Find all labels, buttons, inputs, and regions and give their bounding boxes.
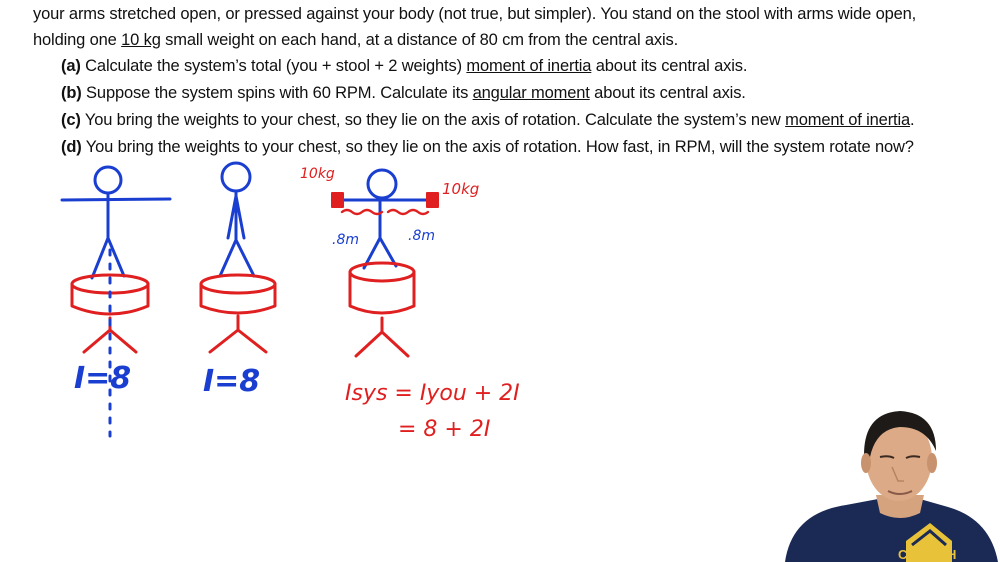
stick-figure-arms-open [62,167,170,278]
shirt-logo: CLUTCH [898,547,958,562]
weight-left [332,193,343,207]
part-a-label: (a) [61,57,81,75]
part-b-term: angular moment [472,84,590,102]
inertia-equation-1: Isys = Iyou + 2I [345,381,520,406]
problem-line-0: your arms stretched open, or pressed against your body (not true, but simpler). You stand on the stool with arms wide open, [33,5,917,23]
dist-left-label: .8m [332,232,359,248]
stick-figure-with-weights [338,170,436,268]
mass-right-label: 10kg [442,180,480,198]
line1-after: small weight on each hand, at a distance of 80 cm from the central axis. [160,31,679,49]
mass-value: 10 kg [121,31,161,49]
stool-with-weights [350,263,414,356]
part-b-label: (b) [61,84,82,102]
part-c-before: You bring the weights to your chest, so they lie on the axis of rotation. Calculate the system’s new [80,111,786,129]
presenter-avatar [785,411,998,562]
part-d-label: (d) [61,138,82,156]
part-a-before: Calculate the system’s total (you + stool + 2 weights) [80,57,467,75]
part-c-label: (c) [61,111,81,129]
stool-arms-in [201,275,275,352]
part-c-term: moment of inertia [785,111,911,129]
dist-right-label: .8m [408,228,435,244]
part-a-after: about its central axis. [591,57,748,75]
part-a-term: moment of inertia [466,57,592,75]
mass-left-label: 10kg [300,166,335,182]
presenter-video [780,395,1000,562]
stick-figure-arms-in [220,163,254,276]
distance-braces [342,210,428,214]
part-b-after: about its central axis. [589,84,746,102]
weight-right [427,193,438,207]
i-arms-open-label: I=8 [74,361,132,396]
line1-before: holding one [33,31,122,49]
part-d-before: You bring the weights to your chest, so they lie on the axis of rotation. How fast, in RPM, will the system rotate now? [81,138,914,156]
part-b-before: Suppose the system spins with 60 RPM. Calculate its [81,84,473,102]
inertia-equation-2: = 8 + 2I [398,417,491,442]
i-arms-in-label: I=8 [203,364,261,399]
part-c-after: . [910,111,915,129]
